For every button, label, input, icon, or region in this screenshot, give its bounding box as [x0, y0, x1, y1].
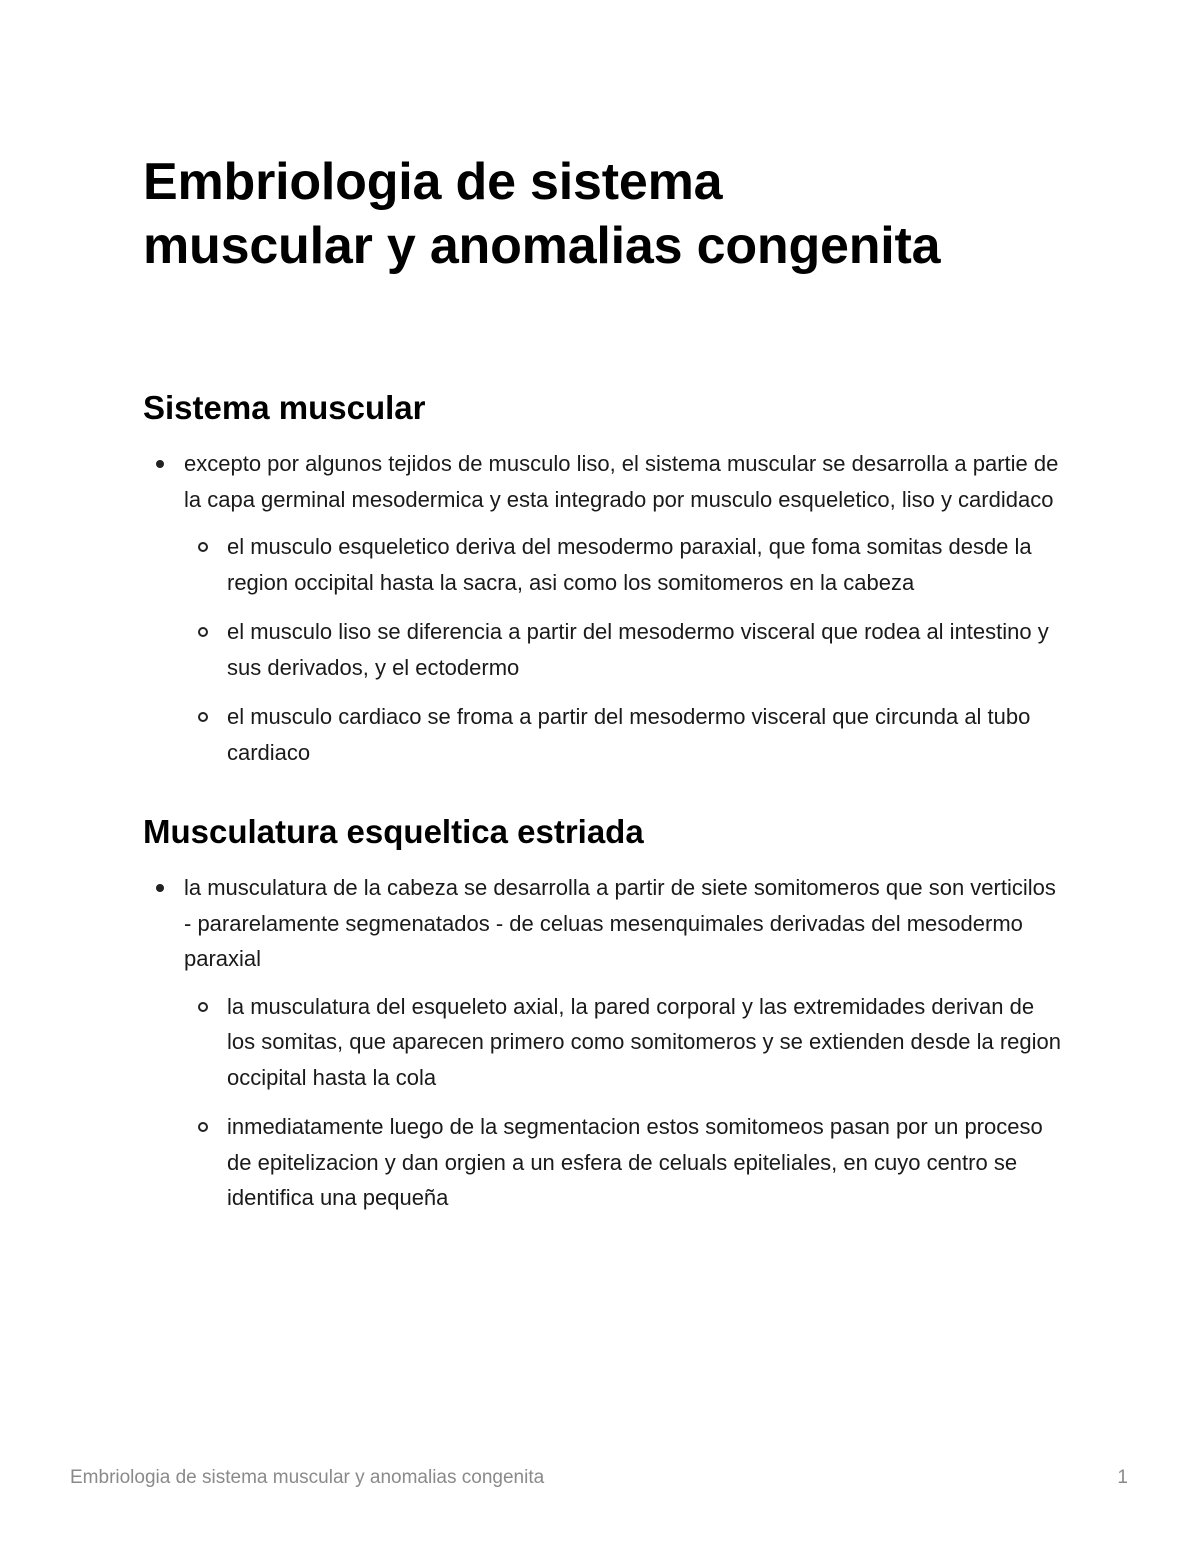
footer-document-title: Embriologia de sistema muscular y anomalias congenita [70, 1467, 545, 1488]
sub-list-item-text: la musculatura del esqueleto axial, la pared corporal y las extremidades derivan de los somitas, que aparecen primero como somitomeros y se extienden desde la region occipital hasta la cola [227, 993, 1061, 1090]
list-item-text: la musculatura de la cabeza se desarrolla a partir de siete somitomeros que son verticilos - pararelamente segmenatados - de celuas mesenquimales derivadas del mesodermo paraxial [184, 875, 1056, 971]
section-heading-sistema-muscular: Sistema muscular [143, 389, 426, 426]
document-title [143, 150, 1063, 278]
list-item [143, 446, 1063, 770]
list-item-text: excepto por algunos tejidos de musculo liso, el sistema muscular se desarrolla a partie de la capa germinal mesodermica y esta integrado por musculo esqueletico, liso y cardidaco [184, 451, 1059, 512]
sub-list-item [184, 529, 1063, 600]
bullet-circle-icon [198, 542, 208, 552]
sub-list-item-text: el musculo cardiaco se froma a partir del mesodermo visceral que circunda al tubo cardiaco [227, 704, 1031, 765]
bullet-circle-icon [198, 1002, 208, 1012]
bullet-list [143, 870, 1063, 1216]
document-title-line-1: Embriologia de sistema [143, 153, 723, 211]
sub-bullet-list [184, 529, 1063, 770]
section-heading-musculatura-esqueltica: Musculatura esqueltica estriada [143, 813, 644, 850]
sub-list-item [184, 1109, 1063, 1216]
bullet-circle-icon [198, 627, 208, 637]
bullet-circle-icon [198, 712, 208, 722]
sub-list-item [184, 989, 1063, 1096]
sub-list-item-text: el musculo liso se diferencia a partir del mesodermo visceral que rodea al intestino y sus derivados, y el ectodermo [227, 619, 1049, 680]
document-page [143, 150, 1063, 1230]
bullet-dot-icon [156, 884, 164, 892]
sub-list-item-text: inmediatamente luego de la segmentacion estos somitomeos pasan por un proceso de epitelizacion y dan orgien a un esfera de celuals epiteliales, en cuyo centro se identifica una pequeña [227, 1114, 1043, 1210]
list-item [143, 870, 1063, 1216]
sub-list-item [184, 699, 1063, 770]
footer-page-number: 1 [1117, 1467, 1128, 1488]
bullet-circle-icon [198, 1122, 208, 1132]
bullet-list [143, 446, 1063, 770]
bullet-dot-icon [156, 460, 164, 468]
sub-bullet-list [184, 989, 1063, 1216]
sub-list-item-text: el musculo esqueletico deriva del mesodermo paraxial, que foma somitas desde la region occipital hasta la sacra, asi como los somitomeros en la cabeza [227, 534, 1032, 595]
sub-list-item [184, 614, 1063, 685]
document-title-line-2: muscular y anomalias congenita [143, 217, 941, 275]
